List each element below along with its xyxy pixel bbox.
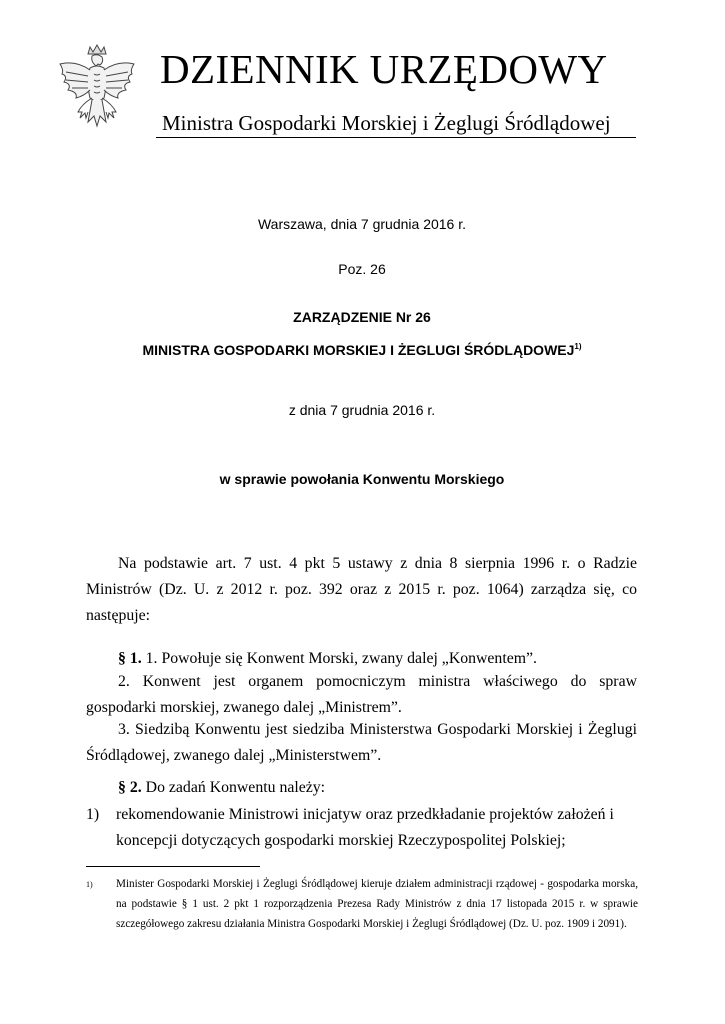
list-item-text: rekomendowanie Ministrowi inicjatyw oraz przedkładanie projektów założeń i koncepcji dotyczących gospodarki morskiej Rzeczypospolitej Polskiej; [116,806,614,849]
preamble: Na podstawie art. 7 ust. 4 pkt 5 ustawy z dnia 8 sierpnia 1996 r. o Radzie Ministrów (Dz. U. z 2012 r. poz. 392 oraz z 2015 r. poz. 1064) zarządza się, co następuje: [86,555,637,624]
footnote-text: Minister Gospodarki Morskiej i Żeglugi Śródlądowej kieruje działem administracji rządowej - gospodarka morska, na podstawie § 1 ust. 2 pkt 1 rozporządzenia Prezesa Rady Ministrów z dnia 17 listopada 2015 r. w sprawie szczegółowego zakresu działania Ministra Gospodarki Morskiej i Żeglugi Śródlądowej (Dz. U. poz. 1909 i 2091). [116,878,638,930]
act-issuer [60,341,664,359]
section-1-paragraph-3: 3. Siedzibą Konwentu jest siedziba Ministerstwa Gospodarki Morskiej i Żeglugi Śródlądowej, zwanego dalej „Ministerstwem”. [86,721,637,764]
issuer-footnote-mark: 1) [574,342,582,351]
section-1-heading: § 1. [118,650,142,667]
footnote-mark: 1) [86,880,93,889]
masthead-divider [156,137,636,138]
act-title: ZARZĄDZENIE Nr 26 [293,309,431,325]
footnote-divider [86,866,260,867]
section-2-intro-text: Do zadań Konwentu należy: [145,779,326,796]
act-date: z dnia 7 grudnia 2016 r. [288,402,436,418]
act-subject: w sprawie powołania Konwentu Morskiego [219,471,505,487]
polish-eagle-emblem-icon [54,42,140,140]
place-date: Warszawa, dnia 7 grudnia 2016 r. [257,216,467,232]
section-2-heading: § 2. [118,779,142,796]
position-number: Poz. 26 [338,261,386,277]
section-1-paragraph-2: 2. Konwent jest organem pomocniczym ministra właściwego do spraw gospodarki morskiej, zwanego dalej „Ministrem”. [86,673,637,716]
issuer-text: MINISTRA GOSPODARKI MORSKIEJ I ŻEGLUGI ŚRÓDLĄDOWEJ [142,342,575,358]
section-1-p1-text: 1. Powołuje się Konwent Morski, zwany dalej „Konwentem”. [145,650,537,667]
section-2-intro [86,775,637,801]
journal-title: DZIENNIK URZĘDOWY [160,46,608,92]
journal-subtitle: Ministra Gospodarki Morskiej i Żeglugi Śródlądowej [162,111,611,135]
list-item-number: 1) [86,806,100,823]
